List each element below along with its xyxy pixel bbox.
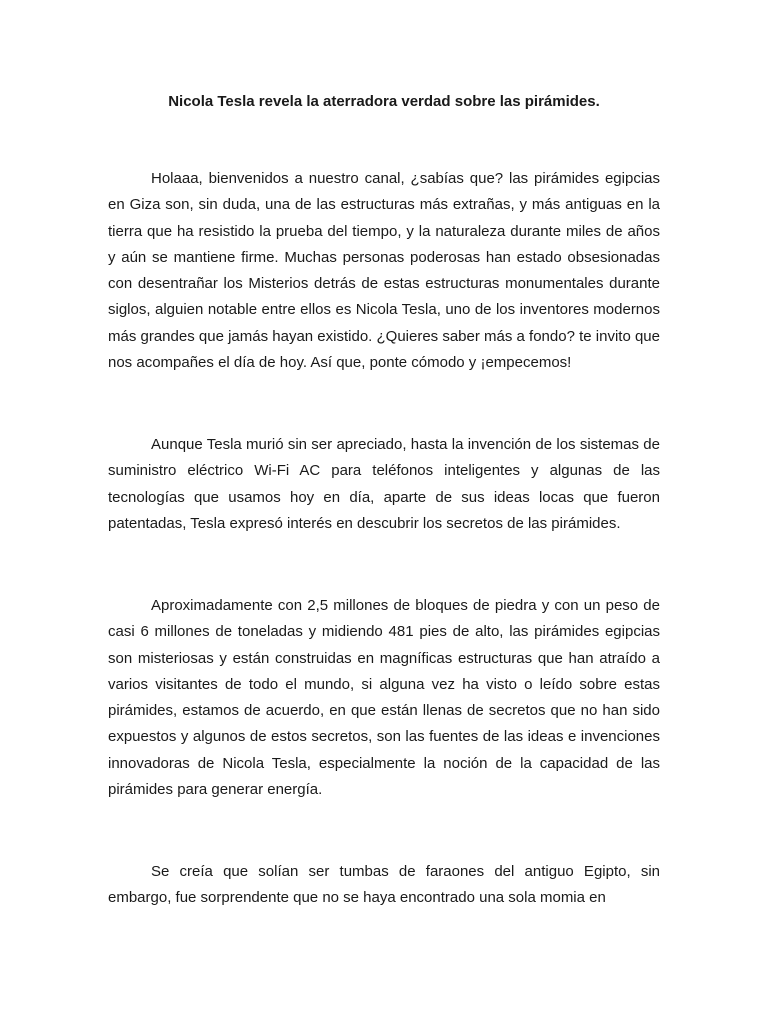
document-title: Nicola Tesla revela la aterradora verdad sobre las pirámides. xyxy=(168,93,600,110)
paragraph-tombs: Se creía que solían ser tumbas de faraones del antiguo Egipto, sin embargo, fue sorprendente que no se haya encontrado una sola momia en xyxy=(108,863,660,907)
paragraph-pyramid-facts: Aproximadamente con 2,5 millones de bloques de piedra y con un peso de casi 6 millones de toneladas y midiendo 481 pies de alto, las pirámides egipcias son misteriosas y están construidas en magníficas estructuras que han atraído a varios visitantes de todo el mundo, si alguna vez ha visto o leído sobre estas pirámides, estamos de acuerdo, en que están llenas de secretos que no han sido expuestos y algunos de estos secretos, son las fuentes de las ideas e invenciones innovadoras de Nicola Tesla, especialmente la noción de la capacidad de las pirámides para generar energía. xyxy=(108,597,660,799)
paragraph-intro: Holaaa, bienvenidos a nuestro canal, ¿sabías que? las pirámides egipcias en Giza son, sin duda, una de las estructuras más extrañas, y más antiguas en la tierra que ha resistido la prueba del tiempo, y la naturaleza durante miles de años y aún se mantiene firme. Muchas personas poderosas han estado obsesionadas con desentrañar los Misterios detrás de estas estructuras monumentales durante siglos, alguien notable entre ellos es Nicola Tesla, uno de los inventores modernos más grandes que jamás hayan existido. ¿Quieres saber más a fondo? te invito que nos acompañes el día de hoy. Así que, ponte cómodo y ¡empecemos! xyxy=(108,170,660,372)
paragraph-tesla-interest: Aunque Tesla murió sin ser apreciado, hasta la invención de los sistemas de suministro eléctrico Wi-Fi AC para teléfonos inteligentes y algunas de las tecnologías que usamos hoy en día, aparte de sus ideas locas que fueron patentadas, Tesla expresó interés en descubrir los secretos de las pirámides. xyxy=(108,436,660,532)
